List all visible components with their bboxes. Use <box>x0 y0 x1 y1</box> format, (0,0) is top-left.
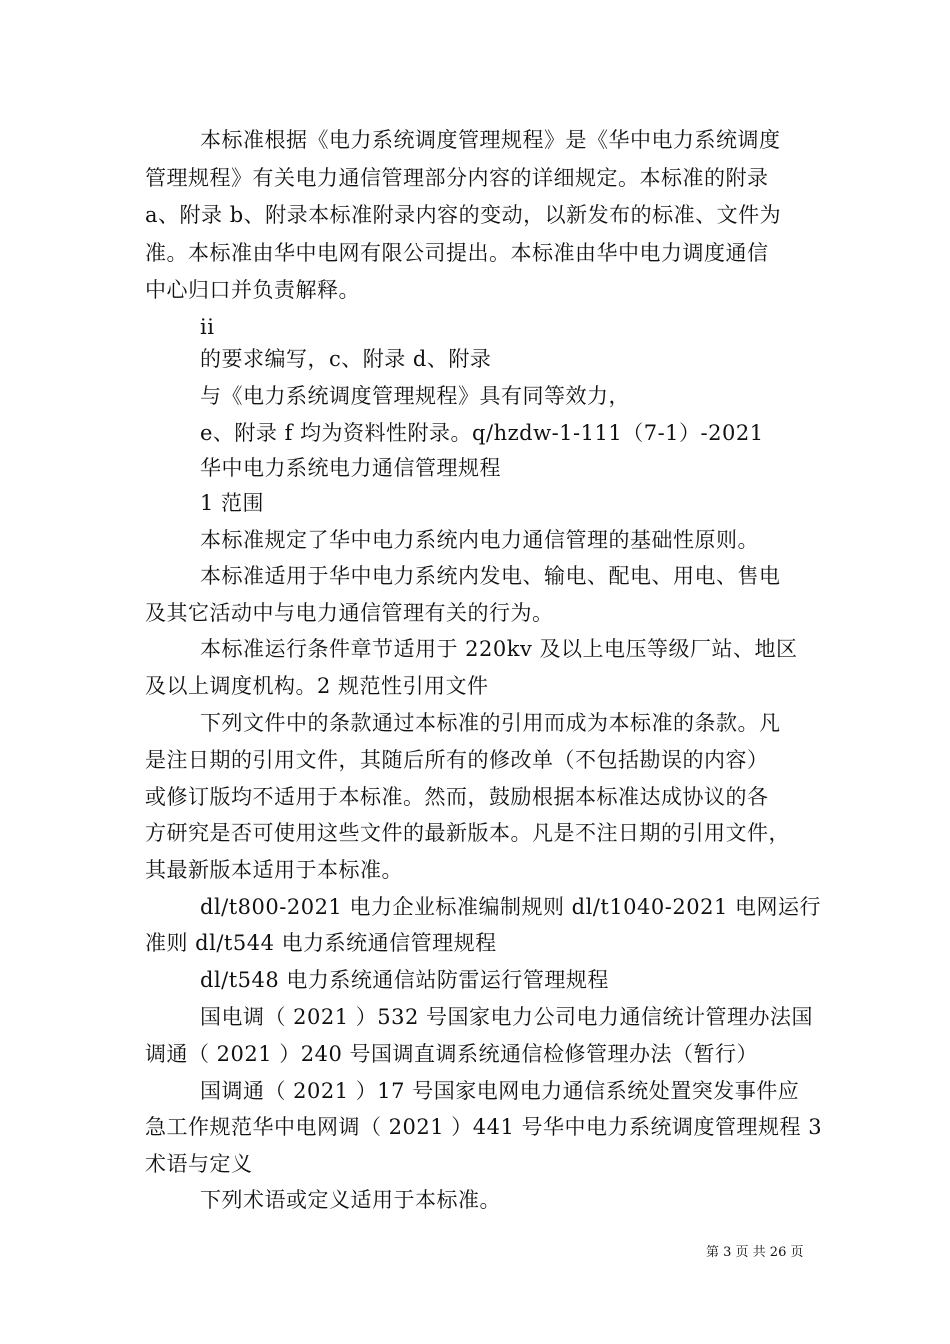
text-line: 管理规程》有关电力通信管理部分内容的详细规定。本标准的附录 <box>145 166 769 190</box>
text-line: 华中电力系统电力通信管理规程 <box>200 456 501 480</box>
text-line: 方研究是否可使用这些文件的最新版本。凡是不注日期的引用文件， <box>145 821 790 845</box>
text-line: 下列术语或定义适用于本标准。 <box>200 1188 501 1212</box>
text-line: 的要求编写，c、附录 d、附录 <box>200 347 492 371</box>
page-number-footer: 第 3 页 共 26 页 <box>706 1245 804 1260</box>
text-line: 是注日期的引用文件，其随后所有的修改单（不包括勘误的内容） <box>145 748 769 772</box>
text-line: 调通（ 2021 ）240 号国调直调系统通信检修管理办法（暂行） <box>145 1042 759 1066</box>
text-line: 国调通（ 2021 ）17 号国家电网电力通信系统处置突发事件应 <box>200 1079 800 1103</box>
text-line: dl/t548 电力系统通信站防雷运行管理规程 <box>200 968 609 992</box>
text-line: 或修订版均不适用于本标准。然而，鼓励根据本标准达成协议的各 <box>145 785 769 809</box>
text-line: a、附录 b、附录本标准附录内容的变动，以新发布的标准、文件为 <box>145 203 782 227</box>
text-line: e、附录 f 均为资料性附录。q/hzdw-1-111（7-1）-2021 <box>200 421 764 445</box>
text-line: 本标准适用于华中电力系统内发电、输电、配电、用电、售电 <box>200 564 781 588</box>
text-line: 及以上调度机构。2 规范性引用文件 <box>145 674 489 698</box>
text-line: 国电调（ 2021 ）532 号国家电力公司电力通信统计管理办法国 <box>200 1005 814 1029</box>
text-line: 本标准根据《电力系统调度管理规程》是《华中电力系统调度 <box>200 128 781 152</box>
text-line: 与《电力系统调度管理规程》具有同等效力， <box>200 384 630 408</box>
text-line: 中心归口并负责解释。 <box>145 278 360 302</box>
text-line: 术语与定义 <box>145 1152 253 1176</box>
text-line: 本标准运行条件章节适用于 220kv 及以上电压等级厂站、地区 <box>200 637 798 661</box>
section-heading: 1 范围 <box>200 491 265 515</box>
text-line: 及其它活动中与电力通信管理有关的行为。 <box>145 601 554 625</box>
text-line: 其最新版本适用于本标准。 <box>145 858 403 882</box>
text-line: dl/t800-2021 电力企业标准编制规则 dl/t1040-2021 电网运行 <box>200 895 821 919</box>
text-line: 下列文件中的条款通过本标准的引用而成为本标准的条款。凡 <box>200 711 781 735</box>
text-line: 准则 dl/t544 电力系统通信管理规程 <box>145 931 497 955</box>
text-line: 急工作规范华中电网调（ 2021 ）441 号华中电力系统调度管理规程 3 <box>145 1115 823 1139</box>
text-line: ii <box>200 315 215 339</box>
text-line: 准。本标准由华中电网有限公司提出。本标准由华中电力调度通信 <box>145 241 769 265</box>
text-line: 本标准规定了华中电力系统内电力通信管理的基础性原则。 <box>200 528 759 552</box>
